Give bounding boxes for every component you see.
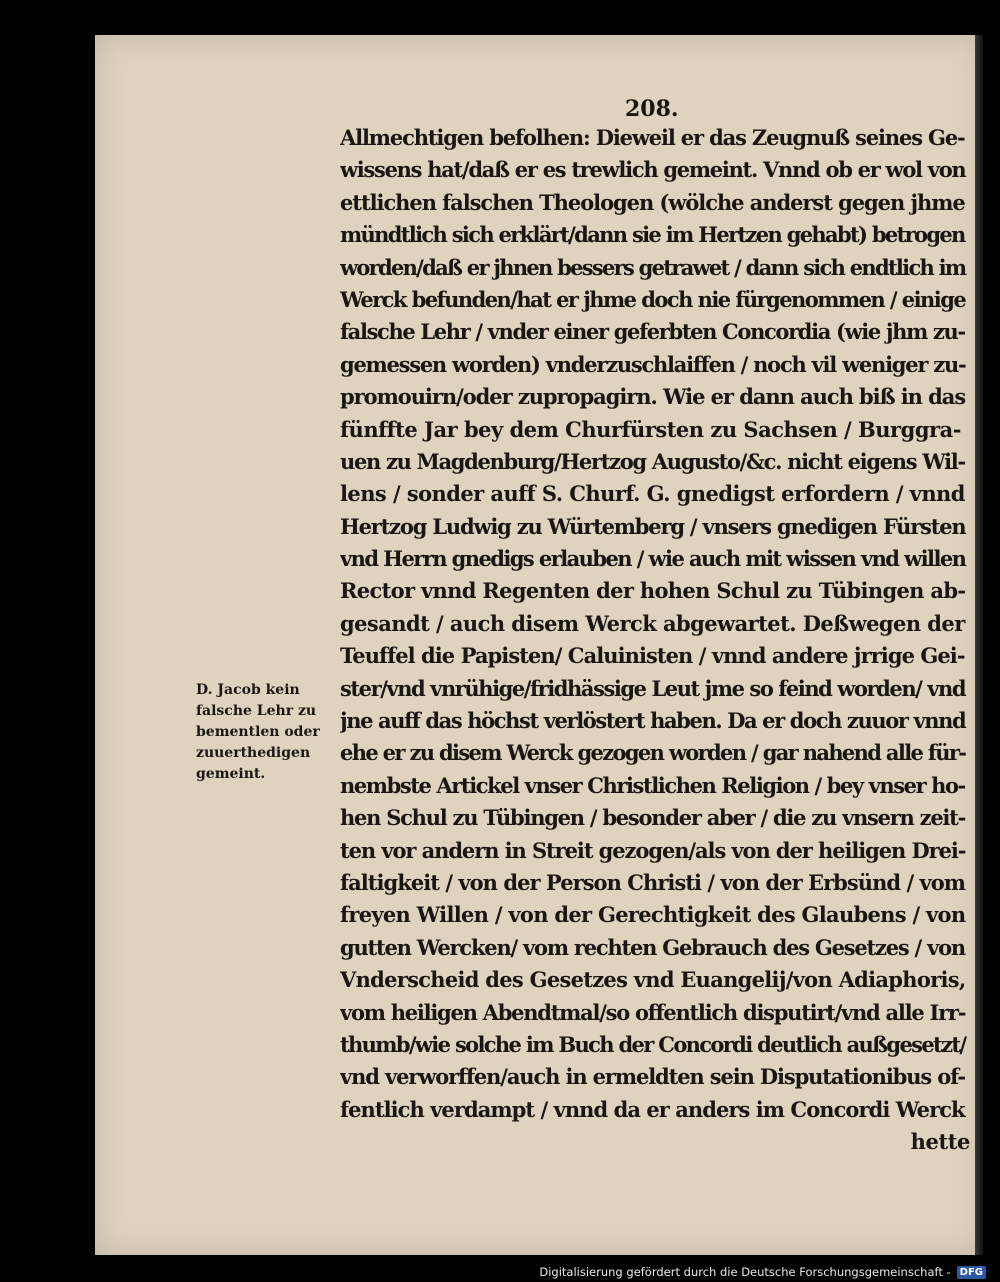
dfg-logo-icon: DFG	[957, 1266, 986, 1279]
text-line: Rector vnnd Regenten der hohen Schul zu Tübingen ab-	[340, 578, 966, 604]
text-line: gemessen worden) vnderzuschlaiffen / noch vil weniger zu-	[340, 351, 966, 377]
text-line: fünffte Jar bey dem Churfürsten zu Sachsen / Burggra-	[340, 416, 961, 442]
text-line: hen Schul zu Tübingen / besonder aber / die zu vnsern zeit-	[340, 805, 966, 831]
page-number: 208.	[625, 96, 679, 122]
text-line: Hertzog Ludwig zu Würtemberg / vnsers gnedigen Fürsten	[340, 513, 966, 539]
text-line: freyen Willen / von der Gerechtigkeit des Glaubens / von	[340, 902, 966, 928]
margin-note-line: bementlen oder	[196, 724, 320, 740]
footer-credit	[539, 1265, 986, 1279]
text-line: jne auff das höchst verlöstert haben. Da er doch zuuor vnnd	[340, 708, 966, 734]
text-line: ten vor andern in Streit gezogen/als von der heiligen Drei-	[340, 837, 966, 863]
text-line: worden/daß er jhnen bessers getrawet / dann sich endtlich im	[340, 254, 966, 280]
footer-text: Digitalisierung gefördert durch die Deutsche Forschungsgemeinschaft -	[539, 1265, 951, 1279]
text-line: vnd Herrn gnedigs erlauben / wie auch mit wissen vnd willen	[340, 546, 966, 572]
text-line: Werck befunden/hat er jhme doch nie fürgenommen / einige	[340, 286, 966, 312]
text-line: ettlichen falschen Theologen (wölche anderst gegen jhme	[340, 189, 965, 215]
text-line: Teuffel die Papisten/ Caluinisten / vnnd andere jrrige Gei-	[340, 643, 965, 669]
margin-note-line: zuuerthedigen	[196, 745, 311, 761]
text-line: ehe er zu disem Werck gezogen worden / gar nahend alle für-	[340, 740, 966, 766]
text-line: ster/vnd vnrühige/fridhässige Leut jme so feind worden/ vnd	[340, 675, 966, 701]
text-line: fentlich verdampt / vnnd da er anders im Concordi Werck	[340, 1096, 965, 1122]
text-line: gesandt / auch disem Werck abgewartet. Deßwegen der	[340, 610, 965, 636]
text-line: uen zu Magdenburg/Hertzog Augusto/&c. nicht eigens Wil-	[340, 448, 965, 474]
text-line: thumb/wie solche im Buch der Concordi deutlich außgesetzt/	[340, 1031, 966, 1057]
main-text-block	[340, 122, 970, 1159]
text-line: Allmechtigen befolhen: Dieweil er das Zeugnuß seines Ge-	[340, 125, 965, 150]
text-line: vnd verworffen/auch in ermeldten sein Disputationibus of-	[340, 1064, 965, 1090]
text-line: lens / sonder auff S. Churf. G. gnedigst erfordern / vnnd	[340, 481, 965, 507]
catchword: hette	[910, 1129, 970, 1155]
page-edge	[975, 35, 983, 1255]
margin-note-line: D. Jacob kein	[196, 682, 300, 698]
text-line: wissens hat/daß er es trewlich gemeint. Vnnd ob er wol von	[340, 157, 966, 183]
margin-note-line: falsche Lehr zu	[196, 703, 317, 719]
margin-note	[196, 680, 326, 785]
text-line: faltigkeit / von der Person Christi / von der Erbsünd / vom	[340, 869, 966, 895]
text-line: Vnderscheid des Gesetzes vnd Euangelij/von Adiaphoris,	[340, 967, 966, 993]
margin-note-line: gemeint.	[196, 766, 266, 782]
text-line: nembste Artickel vnser Christlichen Religion / bey vnser ho-	[340, 772, 965, 798]
text-line: mündtlich sich erklärt/dann sie im Hertzen gehabt) betrogen	[340, 222, 965, 248]
text-line: promouirn/oder zupropagirn. Wie er dann auch biß in das	[340, 384, 966, 410]
text-line: falsche Lehr / vnder einer geferbten Concordia (wie jhm zu-	[340, 319, 965, 345]
text-line: vom heiligen Abendtmal/so offentlich disputirt/vnd alle Irr-	[340, 999, 966, 1025]
text-line: gutten Wercken/ vom rechten Gebrauch des Gesetzes / von	[340, 934, 965, 960]
